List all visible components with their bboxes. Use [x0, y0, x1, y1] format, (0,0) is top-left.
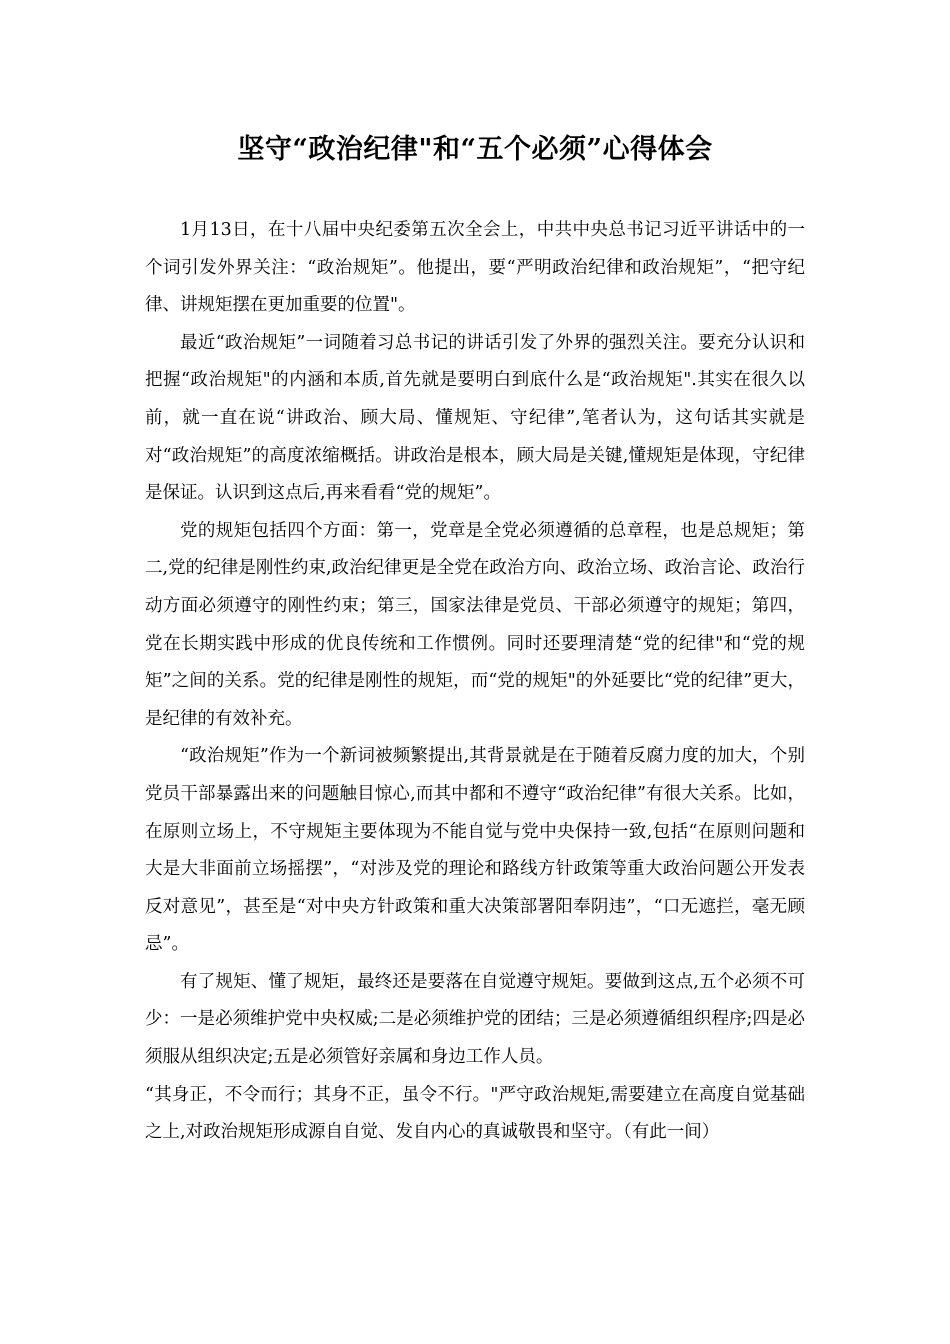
document-title: 坚守“政治纪律"和“五个必须”心得体会: [237, 134, 713, 165]
paragraph-2: 最近“政治规矩”一词随着习总书记的讲话引发了外界的强烈关注。要充分认识和把握“政治规矩"的内涵和本质,首先就是要明白到底什么是“政治规矩".其实在很久以前，就一直在说“讲政治、顾大局、懂规矩、守纪律”,笔者认为，这句话其实就是对“政治规矩”的高度浓缩概括。讲政治是根本，顾大局是关键,懂规矩是体现，守纪律是保证。认识到这点后,再来看看“党的规矩”。: [145, 332, 805, 504]
paragraph-4: “政治规矩”作为一个新词被频繁提出,其背景就是在于随着反腐力度的加大，个别党员干部暴露出来的问题触目惊心,而其中都和不遵守“政治纪律”有很大关系。比如，在原则立场上，不守规矩主要体现为不能自觉与党中央保持一致,包括“在原则问题和大是大非面前立场摇摆”，“对涉及党的理论和路线方针政策等重大政治问题公开发表反对意见”，甚至是“对中央方针政策和重大决策部署阳奉阴违”，“口无遮拦，毫无顾忌”。: [145, 746, 805, 955]
paragraph-5: 有了规矩、懂了规矩，最终还是要落在自觉遵守规矩。要做到这点,五个必须不可少：一是必须维护党中央权威;二是必须维护党的团结；三是必须遵循组织程序;四是必须服从组织决定;五是必须管好亲属和身边工作人员。: [145, 971, 805, 1068]
paragraph-6: “其身正，不令而行；其身不正，虽令不行。"严守政治规矩,需要建立在高度自觉基础之上,对政治规矩形成源自自觉、发自内心的真诚敬畏和坚守。（有此一间）: [145, 1084, 805, 1143]
document-body: [145, 212, 805, 1152]
paragraph-1: 1月13日，在十八届中央纪委第五次全会上，中共中央总书记习近平讲话中的一个词引发外界关注：“政治规矩”。他提出，要“严明政治纪律和政治规矩”，“把守纪律、讲规矩摆在更加重要的位置"。: [145, 220, 805, 316]
paragraph-3: 党的规矩包括四个方面：第一，党章是全党必须遵循的总章程，也是总规矩；第二,党的纪律是刚性约束,政治纪律更是全党在政治方向、政治立场、政治言论、政治行动方面必须遵守的刚性约束；第三，国家法律是党员、干部必须遵守的规矩；第四，党在长期实践中形成的优良传统和工作惯例。同时还要理清楚“党的纪律"和“党的规矩”之间的关系。党的纪律是刚性的规矩，而“党的规矩"的外延要比“党的纪律”更大，是纪律的有效补充。: [145, 520, 805, 729]
